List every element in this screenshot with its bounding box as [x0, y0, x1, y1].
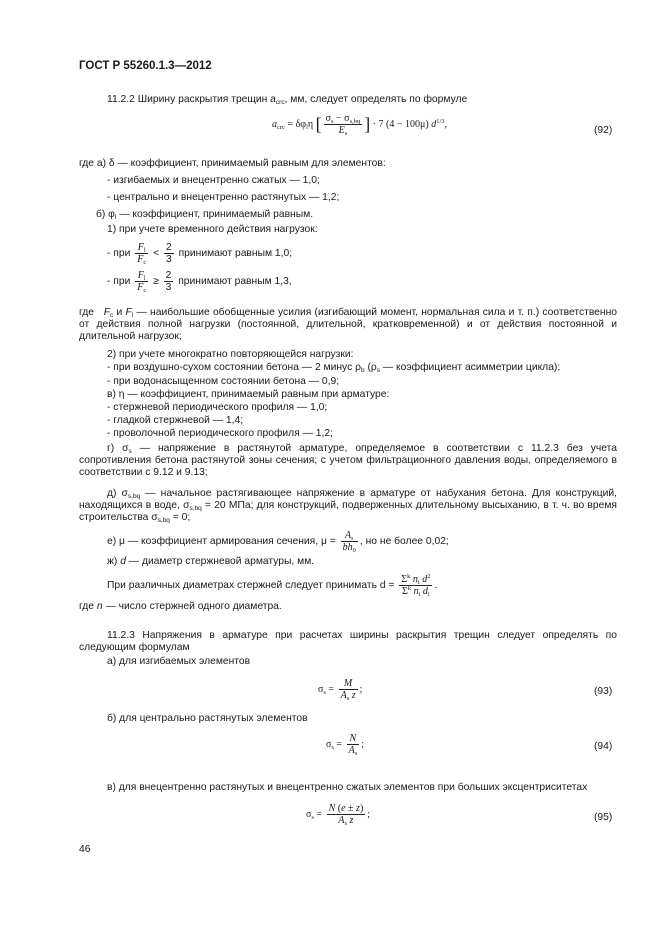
formula-95: $\sigma_s$ = $\frac{N (e \pm z)}{A_s z}$ ;	[306, 803, 371, 827]
phi-case-1a: - при $\frac{F_l}{F_c}$ < $\frac{2}{3}$ принимают равным 1,0;	[107, 242, 293, 266]
formula-93: $\sigma_s$ = $\frac{M}{A_s z}$ ;	[318, 678, 363, 702]
document-header: ГОСТ Р 55260.1.3—2012	[79, 60, 212, 72]
where-forces: где $F_c$ и $F_l$ — наибольшие обобщенные усилия (изгибающий момент, нормальная сила и т. п.) соответственно от действия полной нагрузки (постоянной, длительной, кратковременной) и от действия постоянной и длительной нагрузок;	[79, 307, 617, 342]
sigma-sbq-item: д) $\sigma_{s,bq}$ — начальное растягивающее напряжение в арматуре от набухания бетона. Для конструкций, находящихся в воде, $\sigma_{s,bq} = 20$ МПа; для конструкций, подверженных длительному высыханию, в т. ч. во время строительства $\sigma_{s,bq} = 0$;	[79, 488, 617, 524]
formula-94: $\sigma_s$ = $\frac{N}{A_s}$ ;	[326, 733, 364, 757]
where-n: где n — число стержней одного диаметра.	[79, 601, 282, 612]
formula-92: $a_{crc} = \delta\varphi_l\eta$ [ $\frac{\sigma_s - \sigma_{s,bq}}{E_s}$ ] · 7 (4 − 100μ) $d^{1/3}$,	[272, 113, 448, 137]
page-number: 46	[79, 844, 91, 855]
tension-elements: б) для центрально растянутых элементов	[107, 713, 308, 724]
where-delta: где а) δ — коэффициент, принимаемый равным для элементов:	[79, 158, 386, 169]
phi-case-2b: - при водонасыщенном состоянии бетона — 0,9;	[107, 376, 340, 387]
eta-item-1: - стержневой периодического профиля — 1,0;	[107, 402, 328, 413]
diameter-rule: При различных диаметрах стержней следует принимать d = $\frac{\Sigma^k n_i d^2}{\Sigma^k n_i d_i}$ .	[107, 573, 438, 598]
section-11-2-2-intro: 11.2.2 Ширину раскрытия трещин $a_{crc}$, мм, следует определять по формуле	[107, 94, 468, 106]
phi-case-1: 1) при учете временного действия нагрузок:	[107, 224, 318, 235]
eta-item-3: - проволочной периодического профиля — 1,2;	[107, 428, 333, 439]
eta-item: в) η — коэффициент, принимаемый равным при арматуре:	[107, 389, 390, 400]
section-11-2-3-intro: 11.2.3 Напряжения в арматуре при расчетах ширины раскрытия трещин следует определять по следующим формулам	[79, 630, 617, 653]
phi-case-2: 2) при учете многократно повторяющейся нагрузки:	[107, 349, 354, 360]
equation-number-92: (92)	[594, 125, 613, 136]
delta-item-2: - центрально и внецентренно растянутых — 1,2;	[107, 192, 340, 203]
equation-number-94: (94)	[594, 741, 613, 752]
phi-item: б) $\varphi_l$ — коэффициент, принимаемый равным.	[96, 209, 314, 221]
phi-case-2a: - при воздушно-сухом состоянии бетона — 2 минус $\rho_b$ ($\rho_s$ — коэффициент асимметрии цикла);	[107, 362, 561, 374]
mu-item: е) μ — коэффициент армирования сечения, μ = $\frac{A_s}{bh_0}$ , но не более 0,02;	[107, 530, 449, 554]
eccentric-elements: в) для внецентренно растянутых и внецентренно сжатых элементов при больших эксцентриситетах	[107, 782, 588, 793]
equation-number-93: (93)	[594, 686, 613, 697]
delta-item-1: - изгибаемых и внецентренно сжатых — 1,0;	[107, 175, 320, 186]
phi-case-1b: - при $\frac{F_l}{F_c}$ ≥ $\frac{2}{3}$ принимают равным 1,3,	[107, 270, 292, 294]
sigma-s-item: г) $\sigma_s$ — напряжение в растянутой арматуре, определяемое в соответствии с 11.2.3 без учета сопротивления бетона растянутой зоны сечения; с учетом фильтрационного давления воды, определяемого в соответствии с 9.12 и 9.13;	[79, 443, 617, 478]
eta-item-2: - гладкой стержневой — 1,4;	[107, 415, 244, 426]
equation-number-95: (95)	[594, 812, 613, 823]
d-item: ж) d — диаметр стержневой арматуры, мм.	[107, 556, 315, 567]
bending-elements: а) для изгибаемых элементов	[107, 656, 251, 667]
